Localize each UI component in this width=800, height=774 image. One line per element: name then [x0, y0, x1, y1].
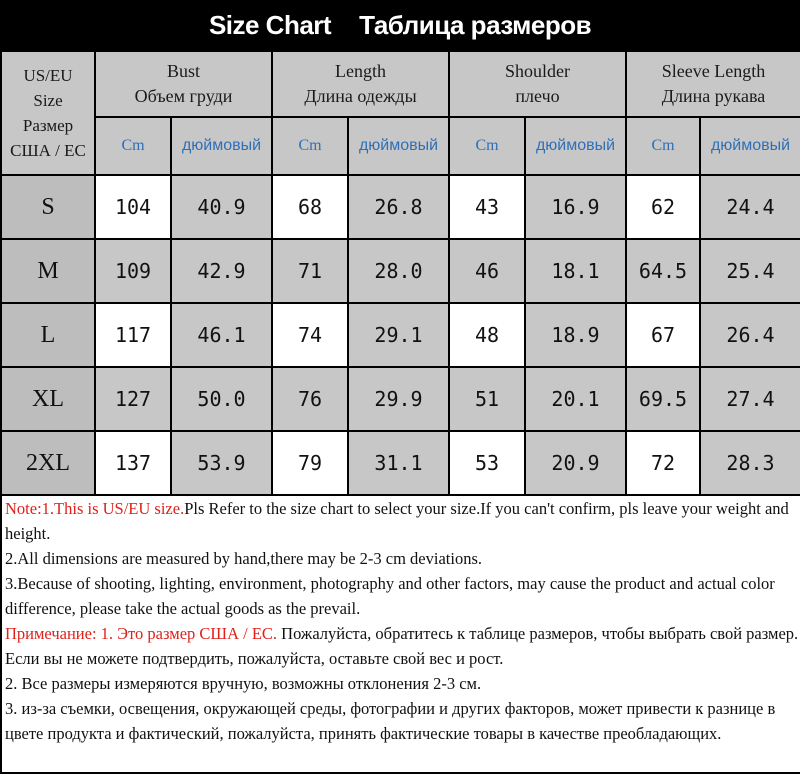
bust-cm: 109 [95, 239, 171, 303]
note-ru-3: 3. из-за съемки, освещения, окружающей среды, фотографии и других факторов, может привести к разнице в цвете продукта и фактический, пожалуйста, принять фактические товары в качестве преобладающих. [5, 699, 776, 743]
sleeve-cm: 64.5 [626, 239, 700, 303]
shoulder-inch: 18.1 [525, 239, 626, 303]
bust-cm: 127 [95, 367, 171, 431]
sleeve-inch: 28.3 [700, 431, 800, 495]
bust-inch: 53.9 [171, 431, 272, 495]
sleeve-cm: 62 [626, 175, 700, 239]
length-inch: 29.9 [348, 367, 449, 431]
table-row [1, 367, 800, 431]
unit-inch: дюймовый [348, 117, 449, 175]
shoulder-cm: 46 [449, 239, 525, 303]
sleeve-inch: 26.4 [700, 303, 800, 367]
note-ru-1: Примечание: 1. Это размер США / ЕС. Пожалуйста, обратитесь к таблице размеров, чтобы выбрать свой размер. Если вы не можете подтвердить, пожалуйста, оставьте свой вес и рост. [5, 624, 799, 668]
bust-inch: 46.1 [171, 303, 272, 367]
size-col-line-4: США / ЕС [10, 141, 86, 160]
size-column-header [1, 51, 95, 175]
table-row [1, 239, 800, 303]
notes-section [0, 496, 800, 774]
shoulder-cm: 43 [449, 175, 525, 239]
table-row [1, 431, 800, 495]
size-label: S [1, 175, 95, 239]
sleeve-inch: 27.4 [700, 367, 800, 431]
bust-cm: 117 [95, 303, 171, 367]
size-col-line-2: Size [33, 91, 63, 110]
bust-cm: 137 [95, 431, 171, 495]
sleeve-inch: 24.4 [700, 175, 800, 239]
table-row [1, 175, 800, 239]
note-en-1-highlight: Note:1.This is US/EU size. [5, 499, 185, 518]
size-label: XL [1, 367, 95, 431]
length-cm: 74 [272, 303, 348, 367]
length-cm: 79 [272, 431, 348, 495]
shoulder-cm: 53 [449, 431, 525, 495]
note-en-1: Note:1.This is US/EU size.Pls Refer to the size chart to select your size.If you can't confirm, pls leave your weight and height. [5, 499, 789, 543]
size-table [0, 50, 800, 496]
length-cm: 68 [272, 175, 348, 239]
shoulder-inch: 16.9 [525, 175, 626, 239]
shoulder-header: Shoulder плечо [449, 51, 626, 117]
unit-cm: Cm [272, 117, 348, 175]
shoulder-inch: 18.9 [525, 303, 626, 367]
size-label: 2XL [1, 431, 95, 495]
length-inch: 31.1 [348, 431, 449, 495]
length-header: Length Длина одежды [272, 51, 449, 117]
sleeve-cm: 69.5 [626, 367, 700, 431]
bust-inch: 42.9 [171, 239, 272, 303]
length-inch: 28.0 [348, 239, 449, 303]
length-cm: 76 [272, 367, 348, 431]
size-label: M [1, 239, 95, 303]
size-col-line-1: US/EU [23, 66, 73, 85]
length-inch: 26.8 [348, 175, 449, 239]
note-ru-1-highlight: Примечание: 1. Это размер США / ЕС. [5, 624, 278, 643]
unit-inch: дюймовый [525, 117, 626, 175]
note-en-3: 3.Because of shooting, lighting, environment, photography and other factors, may cause the product and actual color difference, please take the actual goods as the prevail. [5, 574, 775, 618]
unit-cm: Cm [449, 117, 525, 175]
sleeve-cm: 72 [626, 431, 700, 495]
table-row [1, 303, 800, 367]
bust-header: Bust Объем груди [95, 51, 272, 117]
unit-cm: Cm [626, 117, 700, 175]
sleeve-cm: 67 [626, 303, 700, 367]
sleeve-length-header: Sleeve Length Длина рукава [626, 51, 800, 117]
length-inch: 29.1 [348, 303, 449, 367]
bust-inch: 50.0 [171, 367, 272, 431]
length-cm: 71 [272, 239, 348, 303]
note-ru-2: 2. Все размеры измеряются вручную, возможны отклонения 2-3 см. [5, 674, 482, 693]
title-ru: Таблица размеров [359, 9, 592, 40]
unit-cm: Cm [95, 117, 171, 175]
title-en: Size Chart [208, 9, 332, 40]
shoulder-cm: 51 [449, 367, 525, 431]
unit-inch: дюймовый [700, 117, 800, 175]
size-label: L [1, 303, 95, 367]
shoulder-inch: 20.1 [525, 367, 626, 431]
title-bar [0, 0, 800, 50]
bust-cm: 104 [95, 175, 171, 239]
unit-inch: дюймовый [171, 117, 272, 175]
shoulder-inch: 20.9 [525, 431, 626, 495]
sleeve-inch: 25.4 [700, 239, 800, 303]
shoulder-cm: 48 [449, 303, 525, 367]
bust-inch: 40.9 [171, 175, 272, 239]
note-en-2: 2.All dimensions are measured by hand,there may be 2-3 cm deviations. [5, 549, 482, 568]
size-col-line-3: Размер [22, 116, 74, 135]
